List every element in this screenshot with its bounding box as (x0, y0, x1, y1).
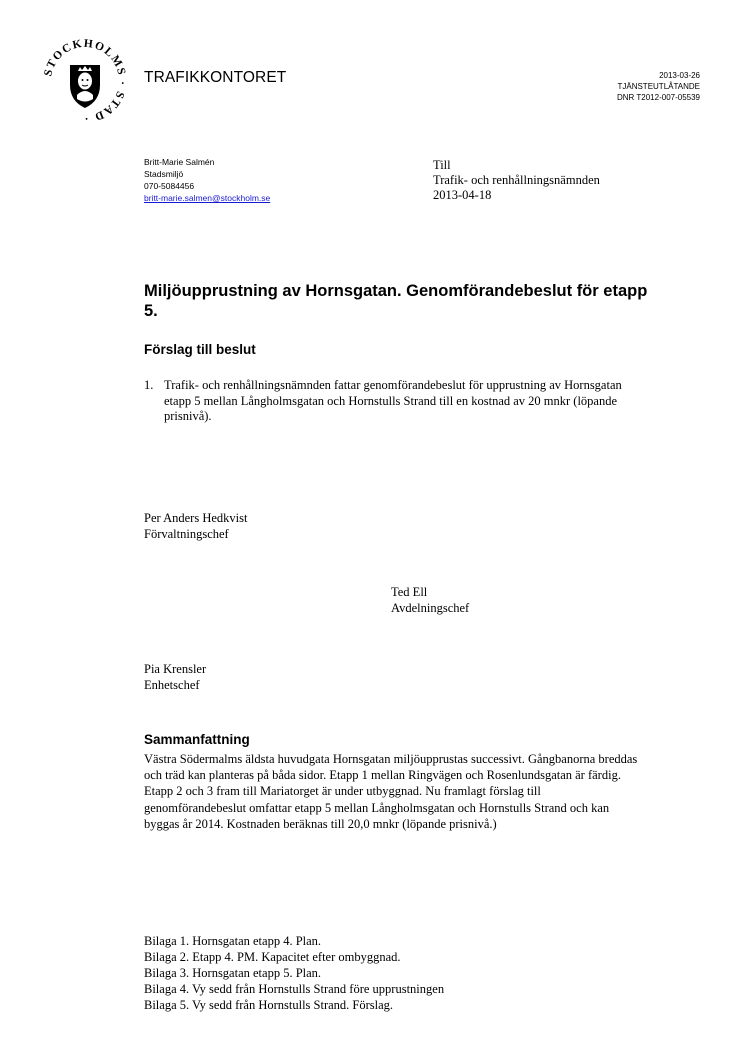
document-type: TJÄNSTEUTLÅTANDE (617, 82, 700, 91)
stockholm-stad-logo (41, 37, 129, 125)
summary-text: Västra Södermalms äldsta huvudgata Hornsgatan miljöupprustas successivt. Gångbanorna breddas och träd kan planteras på båda sidor. Etapp 1 mellan Ringvägen och Rosenlundsgatan är färdig. Etapp 2 och 3 fram till Mariatorget är under utbyggnad. Nu framlagt förslag till genomförandebeslut omfattar etapp 5 mellan Långholmsgatan och Hornstulls Strand och kan byggas år 2014. Kostnaden beräknas till 20,0 mnkr (löpande prisnivå.) (144, 752, 638, 831)
document-title: Miljöupprustning av Hornsgatan. Genomförandebeslut för etapp 5. (144, 282, 648, 320)
recipient-label: Till (433, 158, 451, 172)
attachment-item: Bilaga 4. Vy sedd från Hornstulls Strand före upprustningen (144, 982, 445, 996)
summary-heading: Sammanfattning (144, 732, 250, 747)
svg-text:STOCKHOLMS · STAD ·: STOCKHOLMS · STAD · (42, 37, 129, 125)
sender-phone: 070-5084456 (144, 181, 195, 191)
signature-block (144, 510, 247, 542)
recipient-board: Trafik- och renhållningsnämnden (433, 173, 600, 187)
attachment-item: Bilaga 2. Etapp 4. PM. Kapacitet efter ombyggnad. (144, 950, 401, 964)
proposal-item-text: Trafik- och renhållningsnämnden fattar genomförandebeslut för upprustning av Hornsgatan etapp 5 mellan Långholmsgatan och Hornstulls Strand till en kostnad av 20 mnkr (löpande prisnivå). (164, 378, 622, 423)
document-meta (617, 70, 700, 103)
signature-title: Förvaltningschef (144, 527, 229, 541)
city-seal-icon (41, 37, 129, 125)
signature-block (144, 661, 206, 693)
organization-name: TRAFIKKONTORET (144, 69, 287, 86)
sender-block (144, 156, 270, 204)
attachment-item: Bilaga 1. Hornsgatan etapp 4. Plan. (144, 934, 322, 948)
proposal-heading: Förslag till beslut (144, 342, 256, 357)
signature-title: Avdelningschef (391, 601, 470, 615)
document-date: 2013-03-26 (659, 71, 700, 80)
signature-title: Enhetschef (144, 678, 200, 692)
recipient-block (433, 158, 600, 203)
attachment-list (144, 933, 444, 1013)
recipient-date: 2013-04-18 (433, 188, 492, 202)
signature-block (391, 584, 469, 616)
signature-name: Ted Ell (391, 585, 428, 599)
signature-name: Per Anders Hedkvist (144, 511, 248, 525)
proposal-item (144, 378, 644, 425)
sender-email-link[interactable]: britt-marie.salmen@stockholm.se (144, 193, 271, 203)
attachment-item: Bilaga 3. Hornsgatan etapp 5. Plan. (144, 966, 322, 980)
sender-name: Britt-Marie Salmén (144, 157, 215, 167)
signature-name: Pia Krensler (144, 662, 207, 676)
document-dnr: DNR T2012-007-05539 (616, 93, 700, 102)
proposal-item-number: 1. (144, 378, 154, 392)
sender-unit: Stadsmiljö (144, 169, 184, 179)
proposal-list (144, 378, 644, 425)
attachment-item: Bilaga 5. Vy sedd från Hornstulls Strand. Förslag. (144, 998, 394, 1012)
